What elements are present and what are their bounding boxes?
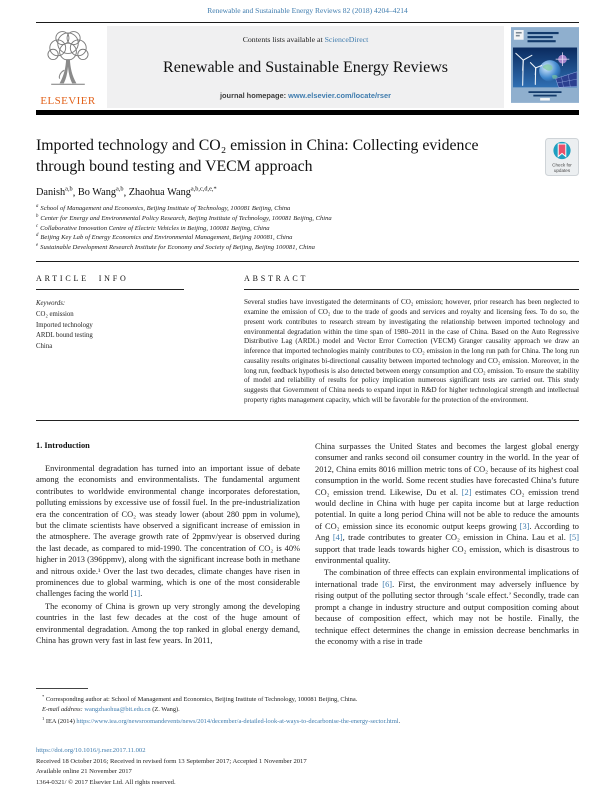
article-info-rule <box>36 289 184 290</box>
abstract-text: Several studies have investigated the determinants of CO₂ emission; however, prior research has been neglected to examine the emission of CO₂ due to the trade of goods and services and royalty and licensing fees. To do so, the present work contributes to research stream by investigating the relationship between imported technology and environmental degradation within the time span of 1980–2011 in the case of China. Based on the Auto Regressive Distributive Lag (ARDL) model and Vector Error Correction (VECM) Granger causality approach we draw an inference that imported technologies mainly contributes to CO₂ emission in the long run path for China. The long run causality results originates bi-directional causality between imported technology and CO₂ emission. Moreover, in the long run, feedback hypothesis is also detected between energy consumption and CO₂ emission. To ensure the stability of model and reliability of results for policy implication numerous significant tests are carried out. This study suggests that Government of China needs to expand input in R&D for higher technological strength and intellectual property rights management capacity, which will be favorable for the protection of the environment. <box>244 298 579 405</box>
affiliation-a: $^a$ School of Management and Economics, Beijing Institute of Technology, 100081 Beijing, China <box>36 204 291 213</box>
running-head-citation: Renewable and Sustainable Energy Reviews 82 (2018) 4204–4214 <box>207 6 408 15</box>
abstract-rule <box>244 289 579 290</box>
abstract-heading: ABSTRACT <box>244 274 309 284</box>
journal-masthead <box>36 24 579 108</box>
intro-column-right <box>315 441 579 679</box>
journal-homepage-line <box>220 91 391 100</box>
article-info-heading: ARTICLE INFO <box>36 274 129 284</box>
citation-ref[interactable]: [6] <box>382 579 393 589</box>
journal-title: Renewable and Sustainable Energy Reviews <box>163 58 448 76</box>
publication-info <box>36 746 579 788</box>
intro-column-left <box>36 441 300 679</box>
contents-line-prefix: Contents lists available at <box>242 35 325 44</box>
masthead-bottom-bar <box>36 110 579 115</box>
doi-link[interactable]: https://doi.org/10.1016/j.rser.2017.11.002 <box>36 747 146 755</box>
elsevier-tree-icon <box>40 29 96 91</box>
keyword: Imported technology <box>36 321 93 329</box>
author-bo-wang: Bo Wang$^{a,b}$ <box>77 186 124 199</box>
affiliation-b: $^b$ Center for Energy and Environmental Policy Research, Beijing Institute of Technology, 100081 Beijing, China <box>36 214 332 223</box>
iea-url-link[interactable]: https://www.iea.org/newsroomandevents/news/2014/december/a-detailed-look-at-ways-to-decarbonise-the-energy-sector.html <box>76 717 399 725</box>
affiliation-c: $^c$ Collaborative Innovation Centre of Electric Vehicles in Beijing, 100081 Beijing, China <box>36 223 270 232</box>
copyright-line: 1364-0321/ © 2017 Elsevier Ltd. All rights reserved. <box>36 778 176 786</box>
intro-paragraph: The economy of China is grown up very strongly among the developing countries in the last few decades at the cost of the huge amount of environmental degradation. Among the top ranked in global energy demand, China has grown very fast in last few years. In 2011, <box>36 601 300 646</box>
keywords-label: Keywords: <box>36 300 66 308</box>
journal-cover-thumbnail[interactable] <box>511 26 579 104</box>
abstract-bottom-divider <box>36 420 579 421</box>
intro-paragraph: China surpasses the United States and becomes the largest global energy consumer and ranks second oil consumer country in the world. In the year of 2012, China emits 8016 million metric tons of CO₂ because of its highest coal consumption in the world. Some recent studies have forecasted China’s future CO₂ emission trend. Likewise, Du et al. [2] estimates CO₂ emission trend would decline in China with huge per capita income but at large reduction potential. In quite a long period China will not be able to reduce the amounts of CO₂ emission since its economic output keeps growing [3]. According to Ang [4], trade contributes to greater CO₂ emission in China. Lau et al. [5] support that trade leads towards higher CO₂ emission, which is disastrous to environmental quality. <box>315 441 579 566</box>
check-badge-text-line2: updates <box>553 168 571 173</box>
article-title: Imported technology and CO₂ emission in China: Collecting evidence through bound testing and VECM approach <box>36 137 479 175</box>
author-separator: , <box>123 187 129 199</box>
corresponding-author-note: * Corresponding author at: School of Management and Economics, Beijing Institute of Technology, 100081 Beijing, China. <box>42 693 358 703</box>
citation-ref[interactable]: [2] <box>461 487 472 497</box>
header-top-rule <box>36 22 579 23</box>
citation-ref[interactable]: [5] <box>569 533 579 543</box>
author-separator: , <box>72 187 78 199</box>
keyword: CO₂ emission <box>36 311 74 319</box>
citation-ref[interactable]: [4] <box>332 533 343 543</box>
keyword: China <box>36 342 53 350</box>
check-for-updates-badge[interactable] <box>545 138 579 176</box>
email-link[interactable]: wangzhaohua@bit.edu.cn <box>84 705 151 713</box>
journal-cover-image <box>511 26 579 104</box>
footnotes <box>36 693 579 727</box>
journal-homepage-link[interactable]: www.elsevier.com/locate/rser <box>288 91 391 100</box>
intro-paragraph: Environmental degradation has turned into an important issue of debate among the economists and environmentalists. The fundamental argument contributes to worldwide environmental change incorporates deforestation, polluting emissions by excessive use of fossil fuel. In the pre-industrialization era the concentration of CO₂ was steady lower (about 280 ppm in volume), but the climate scientists have observed a significant increase of emission in the atmosphere. The average growth rate of 2ppmv/year is observed during the last decade, as compared to mid-1990. The concentration of CO₂ is 40% higher in 2013 (396ppmv), along with the significant increase both in methane and nitrous oxide.¹ Over the last two decades, climate changes have risen in prominences due to global warming, which is one of the most considerable challenges facing the world [1]. <box>36 463 300 599</box>
available-online: Available online 21 November 2017 <box>36 768 132 776</box>
check-badge-text-line1: Check for <box>552 162 572 168</box>
email-note: E-mail address: wangzhaohua@bit.edu.cn (Z. Wang). <box>42 705 180 713</box>
iea-note: $^1$ IEA (2014) https://www.iea.org/newsroomandevents/news/2014/december/a-detailed-look-at-ways-to-decarbonise-the-energy-sector.html. <box>42 715 401 725</box>
homepage-label: journal homepage: <box>219 91 289 100</box>
affiliation-d: $^d$ Beijing Key Lab of Energy Economics and Environmental Management, Beijing 100081, China <box>36 233 293 242</box>
citation-ref[interactable]: [1] <box>130 589 141 599</box>
contents-line <box>243 35 369 44</box>
citation-ref[interactable]: [3] <box>519 521 530 531</box>
affiliation-divider <box>36 261 579 262</box>
received-dates: Received 18 October 2016; Received in revised form 13 September 2017; Accepted 1 November 2017 <box>36 757 307 765</box>
author-list <box>36 186 579 198</box>
elsevier-logo-text: ELSEVIER <box>40 95 96 107</box>
footnote-separator <box>36 688 88 689</box>
masthead-center-panel <box>107 26 504 108</box>
article-info-section <box>36 274 232 406</box>
keyword: ARDL bound testing <box>36 332 93 340</box>
title-row <box>36 136 579 177</box>
elsevier-logo <box>36 24 100 108</box>
author-zhaohua-wang: Zhaohua Wang$^{a,b,c,d,e,*}$ <box>128 186 217 199</box>
author-danish: Danish$^{a,b}$ <box>36 186 73 199</box>
crossmark-icon <box>545 138 579 176</box>
affiliation-list <box>36 204 579 252</box>
abstract-section <box>244 274 579 406</box>
intro-paragraph: The combination of three effects can explain environmental implications of international trade [6]. First, the environment may adversely influence by rising output of the polluting sector through ‘scale effect.’ Secondly, trade can prompt a change in industry structure and output composition coming about because of composition effect, which may not be hostile. Finally, the technique effect determines the change in emission decrease benchmarks in the economy with a rise in trade <box>315 568 579 646</box>
affiliation-e: $^e$ Sustainable Development Research Institute for Economy and Society of Beijing, Beijing 100081, China <box>36 242 315 251</box>
sciencedirect-link[interactable]: ScienceDirect <box>324 35 369 44</box>
meta-section <box>36 274 579 406</box>
introduction-section <box>36 441 579 679</box>
section-heading-introduction: 1. Introduction <box>36 440 90 450</box>
